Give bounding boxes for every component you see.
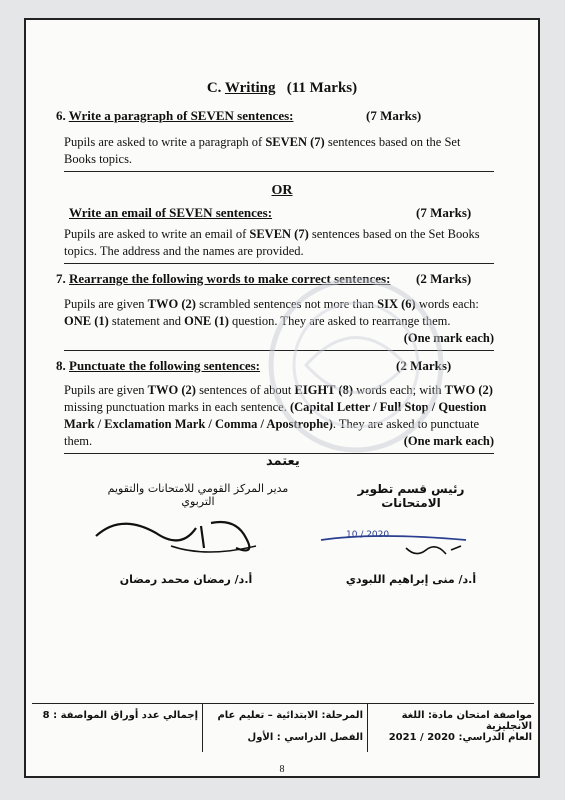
q7-description: Pupils are given TWO (2) scrambled sentences not more than SIX (6) words each: ONE (1) statement and ONE (1) question. They are asked to rearrange them. (One mark each): [64, 296, 494, 351]
or-separator: OR: [271, 183, 293, 198]
left-role: مدير المركز القومي للامتحانات والتقويم التربوي: [107, 482, 289, 508]
footer-total-pages: إجمالي عدد أوراق المواصفة : 8: [42, 710, 198, 721]
q8-mark-note: (One mark each): [403, 434, 494, 448]
left-signature: [86, 508, 276, 563]
q7-mark-note: (One mark each): [403, 331, 494, 345]
footer-spec: مواصفة امتحان مادة: اللغة الانجليزية: [401, 710, 532, 732]
q6-heading: 6. Write a paragraph of SEVEN sentences: (7 Marks): [56, 108, 422, 123]
section-title: C. Writing (11 Marks): [206, 80, 358, 96]
q6-alt-description: Pupils are asked to write an email of SEVEN (7) sentences based on the Set Books topics. The address and the names are provided.: [64, 226, 494, 264]
right-role: رئيس قسم تطوير الامتحانات: [357, 482, 465, 510]
q6-description: Pupils are asked to write a paragraph of SEVEN (7) sentences based on the Set Books topics.: [64, 134, 494, 172]
q8-heading: 8. Punctuate the following sentences: (2 Marks): [56, 358, 452, 373]
q7-heading: 7. Rearrange the following words to make correct sentences: (2 Marks): [56, 271, 472, 286]
page-number: 8: [279, 764, 285, 775]
signature-date-stamp: 10 / 2020: [346, 530, 390, 540]
exam-spec-page: [24, 18, 540, 778]
q8-description: Pupils are given TWO (2) sentences of about EIGHT (8) words each; with TWO (2) missing punctuation marks in each sentence. (Capital Letter / Full Stop / Question Mark / Exclamation Mark / Comma / Apostrophe). They are asked to punctuate them. (One mark each): [64, 382, 494, 454]
footer-year: العام الدراسي: 2020 / 2021: [388, 732, 532, 743]
right-signature: [316, 510, 476, 570]
footer-term: الفصل الدراسي : الأول: [247, 732, 363, 743]
q6-alt-heading: Write an email of SEVEN sentences: (7 Marks): [69, 205, 472, 220]
approval-title: يعتمد: [266, 454, 300, 469]
footer-table: [32, 703, 534, 753]
left-signatory-name: أ.د/ رمضان محمد رمضان: [119, 573, 253, 586]
right-signatory-name: أ.د/ منى إبراهيم اللبودي: [345, 573, 477, 586]
footer-stage: المرحلة: الابتدائية – تعليم عام: [217, 710, 363, 721]
